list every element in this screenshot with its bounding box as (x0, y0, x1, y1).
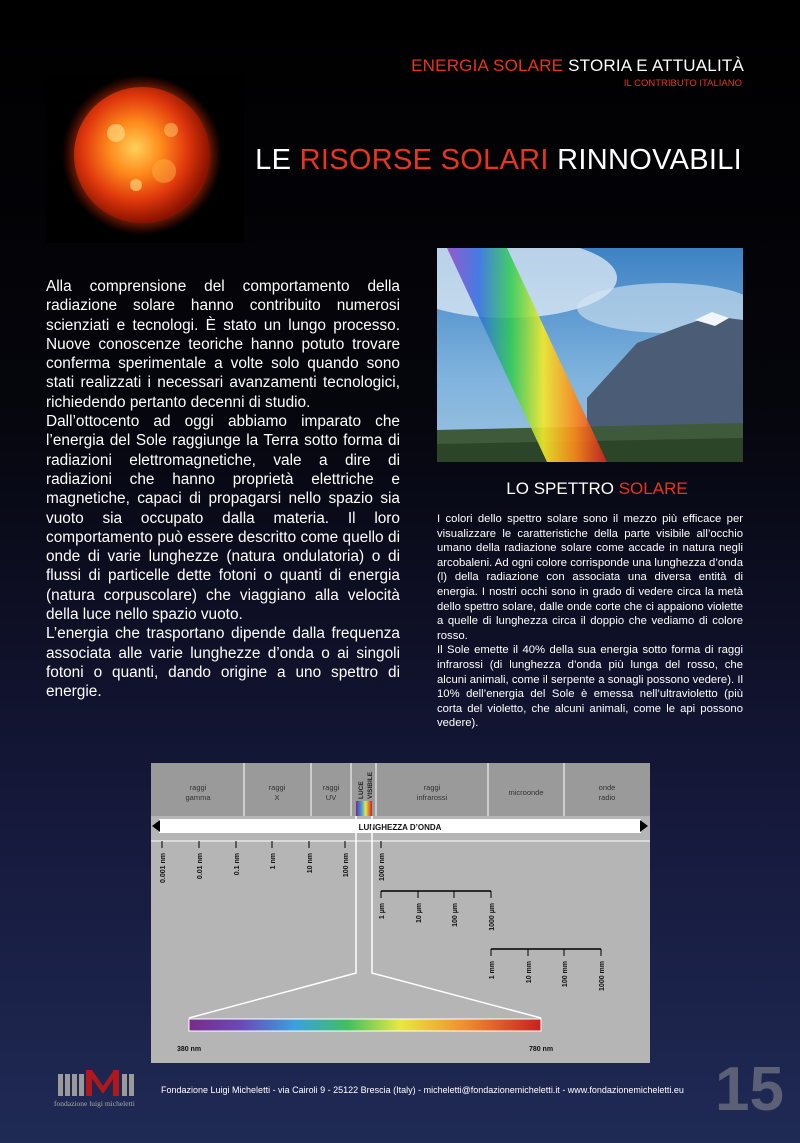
visible-end-label: 780 nm (528, 1046, 554, 1053)
spectrum-paragraph: I colori dello spettro solare sono il mezzo più efficace per visualizzare le caratteristiche della parte visibile all’occhio umano della radiazione solare come accade in natura negli arcobaleni. Ad ogni colore corrisponde una lunghezza d’onda (l) della radiazione con associata una diversa entità di energia. I nostri occhi sono in grado di vedere circa la metà dello spettro solare, dalle onde corte che ci appaiono violette a quelle di lunghezza circa il doppio che vediamo di colore rosso. (437, 513, 743, 642)
tick-label-mm: 1000 mm (599, 961, 606, 991)
band-x-label-1: raggi (268, 783, 286, 792)
tick-label: 0.01 nm (197, 853, 204, 880)
tick-label: 0.001 nm (160, 853, 167, 883)
main-paragraph: Dall’ottocento ad oggi abbiamo imparato che l’energia del Sole raggiunge la Terra sotto forma di radiazioni elettromagnetiche, vale a dire di radiazioni che hanno proprietà elettriche e magnetiche, capaci di propagarsi nello spazio sia vuoto sia occupato dalla materia. Il loro comportamento può essere descritto come quello di onde di varie lunghezze (natura ondulatoria) o di flussi di particelle dette fotoni o quanti di energia (natura corpuscolare) che viaggiano alla velocità della luce nello spazio vuoto. (46, 413, 400, 624)
tick-label: 1 nm (270, 853, 277, 870)
band-uv-label-1: raggi (322, 783, 340, 792)
band-radio-label-2: radio (598, 793, 616, 802)
page-number: 15 (715, 1055, 784, 1124)
band-gamma-label-1: raggi (189, 783, 207, 792)
main-text (46, 277, 400, 702)
tick-label-um: 10 µm (416, 903, 423, 923)
footer-contact: Fondazione Luigi Micheletti - via Cairoli 9 - 25122 Brescia (Italy) - micheletti@fondazionemicheletti.it - www.fondazionemicheletti.eu (161, 1085, 684, 1095)
band-micro-label: microonde (508, 788, 544, 797)
tick-label-um: 100 µm (452, 903, 459, 927)
series-title (411, 56, 744, 76)
band-ir-label-2: infrarossi (416, 793, 448, 802)
tick-label: 10 nm (307, 853, 314, 874)
page-title (255, 144, 742, 177)
spectrum-title-pre: LO SPETTRO (506, 479, 619, 498)
spectrum-section-title (437, 479, 757, 499)
spectrum-title-highlight: SOLARE (618, 479, 688, 498)
series-subtitle: IL CONTRIBUTO ITALIANO (623, 78, 742, 89)
band-visible-label-2: VISIBILE (367, 771, 374, 799)
series-title-highlight: ENERGIA SOLARE (411, 56, 564, 75)
spectrum-paragraph: Il Sole emette il 40% della sua energia sotto forma di raggi infrarossi (di lunghezza d’onda più lunga del rosso, che alcuni animali, come il serpente a sonagli possono vedere). Il 10% dell’energia del Sole è emessa nell’ultravioletto (più corta del violetto, che alcuni animali, come le api possono vedere). (437, 644, 743, 730)
tick-label-mm: 1 mm (489, 961, 496, 980)
tick-label-mm: 10 mm (526, 961, 533, 984)
tick-label-um: 1000 µm (489, 903, 496, 931)
band-x-label-2: X (274, 793, 280, 802)
page-title-highlight: RISORSE SOLARI (299, 144, 549, 176)
foundation-logo (54, 1070, 146, 1110)
tick-label: 0.1 nm (234, 853, 241, 876)
logo-caption: fondazione luigi micheletti (54, 1099, 135, 1108)
tick-label-mm: 100 mm (562, 961, 569, 988)
spectrum-text (437, 512, 743, 731)
tick-label-um: 1 µm (379, 903, 386, 920)
sun-image (46, 75, 244, 243)
wavelength-axis-label: LUNGHEZZA D’ONDA (358, 823, 442, 832)
main-paragraph: Alla comprensione del comportamento della radiazione solare hanno contribuito numerosi scienziati e tecnologi. È stato un lungo processo. Nuove conoscenze teoriche hanno potuto trovare conferma sperimentale a volte solo quando sono stati realizzati i necessari avanzamenti tecnologici, richiedendo pertanto decenni di studio. (46, 278, 400, 411)
tick-label: 100 nm (343, 853, 350, 878)
band-gamma-label-2: gamma (185, 793, 211, 802)
series-title-rest: STORIA E ATTUALITÀ (563, 56, 744, 75)
band-radio-label-1: onde (598, 783, 616, 792)
em-spectrum-diagram (151, 763, 650, 1063)
page-title-post: RINNOVABILI (548, 144, 742, 176)
tick-label: 1000 nm (379, 853, 386, 882)
page-title-pre: LE (255, 144, 300, 176)
band-uv-label-2: UV (325, 793, 337, 802)
band-ir-label-1: raggi (423, 783, 441, 792)
band-visible-label-1: LUCE (358, 781, 365, 799)
rainbow-photo (437, 248, 743, 462)
visible-start-label: 380 nm (176, 1046, 202, 1053)
main-paragraph: L’energia che trasportano dipende dalla frequenza associata alle varie lunghezze d’onda o ai singoli fotoni o quanti, dando origine a uno spettro di energie. (46, 625, 400, 701)
